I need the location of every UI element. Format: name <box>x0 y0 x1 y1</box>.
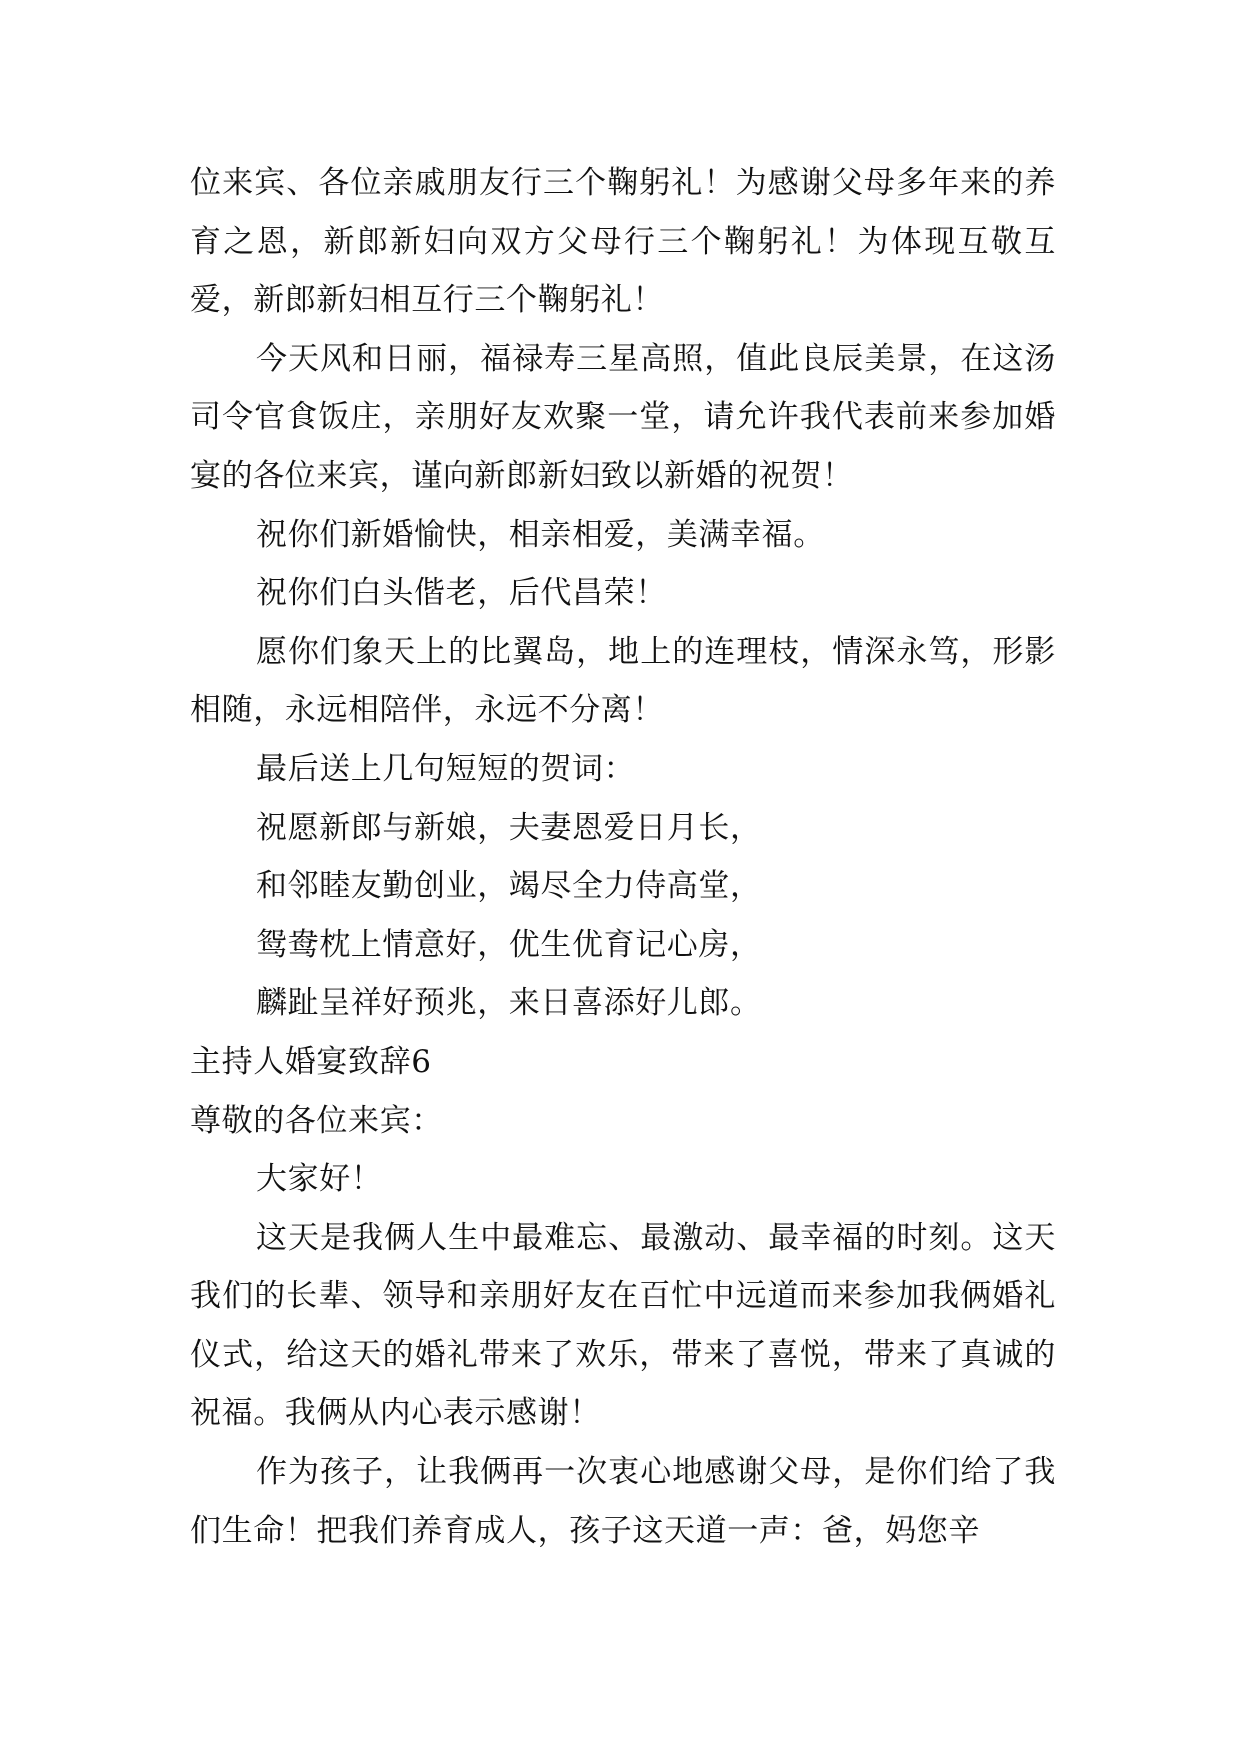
paragraph-wish-together: 愿你们象天上的比翼岛，地上的连理枝，情深永笃，形影相随，永远相陪伴，永远不分离！ <box>190 633 1056 729</box>
paragraph-bows-continuation: 位来宾、各位亲戚朋友行三个鞠躬礼！为感谢父母多年来的养育之恩，新郎新妇向双方父母行三个鞠躬礼！为体现互敬互爱，新郎新妇相互行三个鞠躬礼！ <box>190 165 1056 319</box>
poem-line-2: 和邻睦友勤创业，竭尽全力侍高堂， <box>256 868 762 905</box>
paragraph-wish-happy: 祝你们新婚愉快，相亲相爱，美满幸福。 <box>256 516 825 553</box>
paragraph-wish-longevity: 祝你们白头偕老，后代昌荣！ <box>256 575 667 612</box>
salutation: 尊敬的各位来宾： <box>190 1102 443 1139</box>
paragraph-closing-intro: 最后送上几句短短的贺词： <box>256 750 636 787</box>
poem-line-4: 麟趾呈祥好预兆，来日喜添好儿郎。 <box>256 985 762 1022</box>
section-heading: 主持人婚宴致辞6 <box>190 1043 432 1080</box>
greeting: 大家好！ <box>256 1161 383 1198</box>
paragraph-thanks-parents: 作为孩子，让我俩再一次衷心地感谢父母，是你们给了我们生命！把我们养育成人，孩子这天道一声：爸，妈您辛 <box>190 1454 1056 1549</box>
paragraph-blessing-intro: 今天风和日丽，福禄寿三星高照，值此良辰美景，在这汤司令官食饭庄，亲朋好友欢聚一堂，请允许我代表前来参加婚宴的各位来宾，谨向新郎新妇致以新婚的祝贺！ <box>190 340 1056 494</box>
poem-line-1: 祝愿新郎与新娘，夫妻恩爱日月长， <box>256 809 762 846</box>
paragraph-thanks-guests: 这天是我俩人生中最难忘、最激动、最幸福的时刻。这天我们的长辈、领导和亲朋好友在百忙中远道而来参加我俩婚礼仪式，给这天的婚礼带来了欢乐，带来了喜悦，带来了真诚的祝福。我俩从内心表示感谢！ <box>190 1219 1056 1432</box>
poem-line-3: 鸳鸯枕上情意好，优生优育记心房， <box>256 926 762 963</box>
document-body <box>190 154 1056 1560</box>
